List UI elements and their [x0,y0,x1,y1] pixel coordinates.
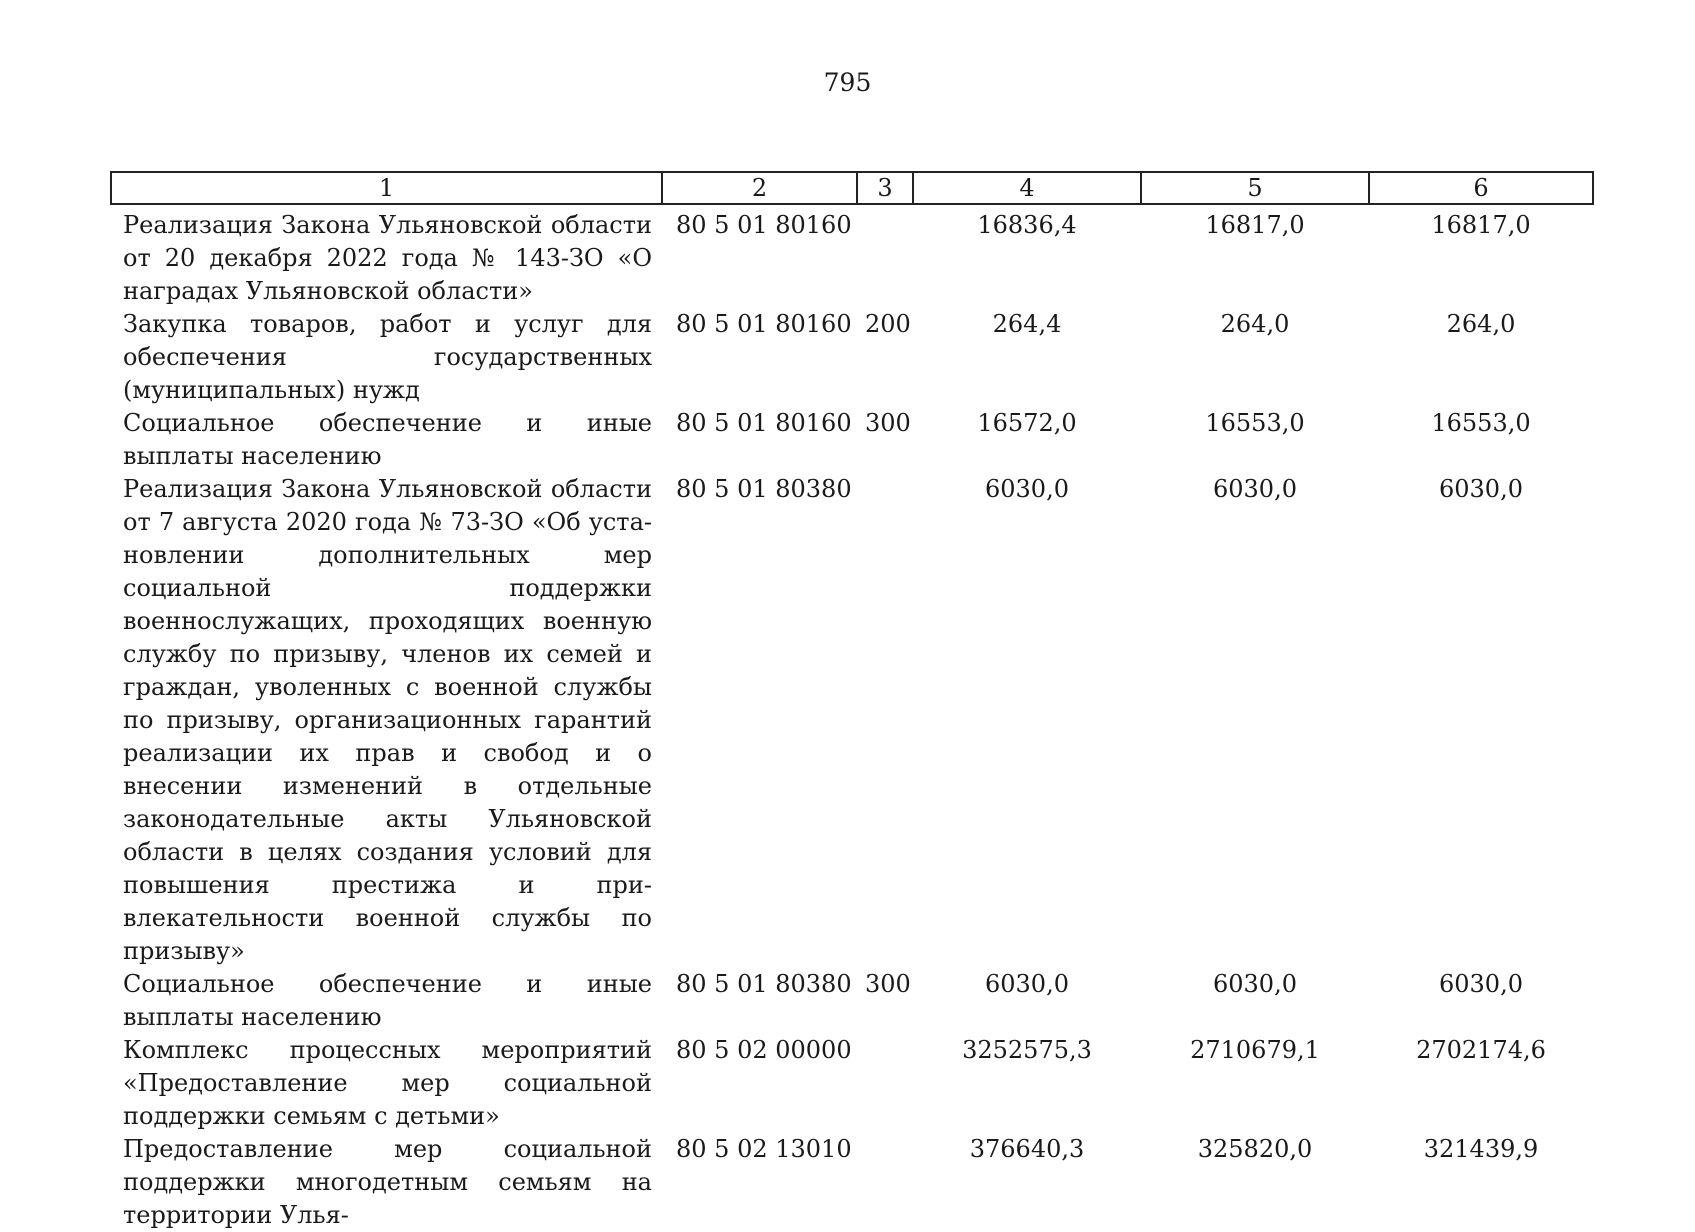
row-code: 80 5 01 80160 [676,211,852,239]
row-name: Предоставление мер социальной поддержки многодетным семьям на территории Улья- [123,1135,652,1229]
row-value-5: 264,0 [1220,310,1290,338]
row-expense-type: 300 [865,970,911,998]
row-code: 80 5 01 80380 [676,475,852,503]
header-cell-5: 5 [1141,172,1369,204]
row-value-6: 16553,0 [1431,409,1531,437]
row-expense-type: 200 [865,310,911,338]
row-expense-type [857,1133,913,1232]
row-value-6: 264,0 [1446,310,1516,338]
row-value-5: 325820,0 [1197,1135,1313,1163]
row-code: 80 5 01 80160 [676,310,852,338]
row-name: Социальное обеспечение и иные выплаты населению [123,970,652,1031]
row-value-4: 6030,0 [985,970,1069,998]
row-value-6: 16817,0 [1431,211,1531,239]
row-name: Реализация Закона Ульяновской области от 7 августа 2020 года № 73-ЗО «Об установлении дополнительных мер социальной поддержки военнослужащих, проходящих военную службу по призыву, членов их семей и граждан, уволенных с военной службы по призыву, организационных гарантий реализации их прав и свобод и о внесении изменений в отдельные законодательные акты Ульяновской области в целях создания условий для повышения престижа и привлекательности военной службы по призыву» [123,475,652,965]
row-value-6: 6030,0 [1439,475,1523,503]
row-expense-type [857,1034,913,1133]
header-cell-3: 3 [857,172,913,204]
row-value-5: 2710679,1 [1190,1036,1320,1064]
row-code: 80 5 02 00000 [676,1036,852,1064]
header-cell-1: 1 [111,172,662,204]
row-name: Закупка товаров, работ и услуг для обеспечения государственных (муниципальных) нужд [123,310,652,404]
header-cell-4: 4 [913,172,1141,204]
row-value-4: 3252575,3 [962,1036,1092,1064]
row-value-4: 264,4 [992,310,1062,338]
row-name: Реализация Закона Ульяновской области от 20 декабря 2022 года № 143-ЗО «О наградах Ульяновской области» [123,211,652,305]
row-value-4: 6030,0 [985,475,1069,503]
row-code: 80 5 01 80160 [676,409,852,437]
table-row [111,308,1593,407]
table-row [111,407,1593,473]
table-row [111,1034,1593,1133]
table-row [111,968,1593,1034]
row-code: 80 5 02 13010 [676,1135,852,1163]
row-value-4: 16572,0 [977,409,1077,437]
budget-table [110,171,1594,1232]
row-name: Социальное обеспечение и иные выплаты населению [123,409,652,470]
row-expense-type [857,473,913,968]
row-value-6: 6030,0 [1439,970,1523,998]
row-name: Комплекс процессных мероприятий «Предоставление мер социальной поддержки семьям с детьми» [123,1036,652,1130]
row-value-5: 16817,0 [1205,211,1305,239]
page-number: 795 [823,68,872,97]
row-value-5: 6030,0 [1213,970,1297,998]
row-expense-type: 300 [865,409,911,437]
row-value-5: 16553,0 [1205,409,1305,437]
header-cell-2: 2 [662,172,857,204]
row-code: 80 5 01 80380 [676,970,852,998]
row-value-5: 6030,0 [1213,475,1297,503]
row-value-6: 321439,9 [1423,1135,1539,1163]
table-row [111,204,1593,308]
table-row [111,1133,1593,1232]
row-value-6: 2702174,6 [1416,1036,1546,1064]
row-expense-type [857,204,913,308]
row-value-4: 376640,3 [969,1135,1085,1163]
header-row [111,172,1593,204]
table-row [111,473,1593,968]
row-value-4: 16836,4 [977,211,1077,239]
header-cell-6: 6 [1369,172,1593,204]
